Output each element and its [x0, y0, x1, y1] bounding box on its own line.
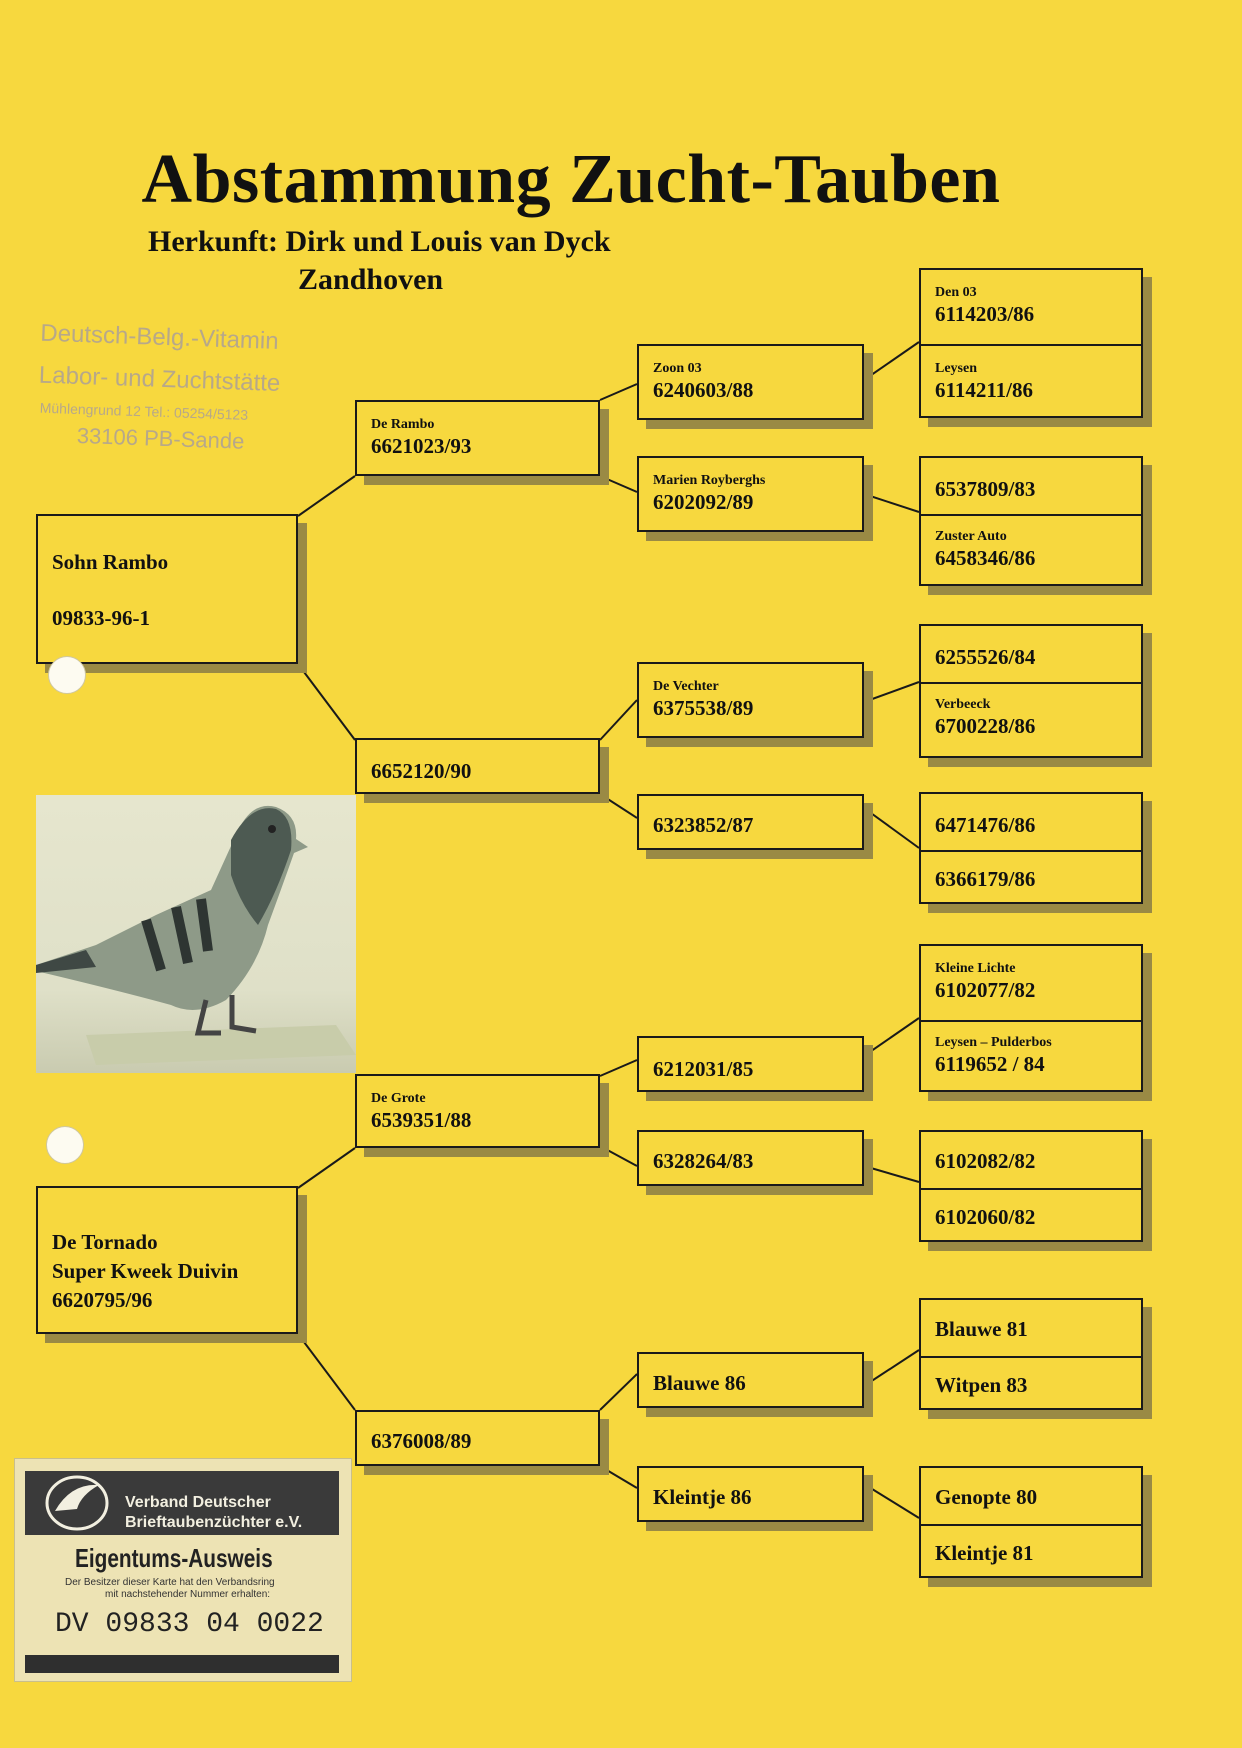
connector-h	[600, 1466, 637, 1488]
gen4-a1-ring: 6114203/86	[935, 302, 1035, 326]
sire-mother-ring: 6652120/90	[371, 759, 472, 783]
gen3-g-ring: Blauwe 86	[653, 1371, 746, 1395]
connector-h-parents	[864, 1484, 919, 1518]
gen4-a-box	[919, 268, 1143, 418]
gen4-a2-ring: 6114211/86	[935, 378, 1034, 402]
dam-ring: 6620795/96	[52, 1288, 153, 1312]
gen4-a2-name: Leysen	[935, 361, 977, 376]
connector-f	[600, 1146, 637, 1166]
gen3-h-ring: Kleintje 86	[653, 1485, 752, 1509]
pigeon-illustration	[36, 795, 356, 1073]
gen4-c1-ring: 6255526/84	[935, 645, 1036, 669]
gen3-b-box	[637, 456, 864, 532]
dam-father-name: De Grote	[371, 1091, 426, 1106]
gen4-h2-ring: Kleintje 81	[935, 1541, 1034, 1565]
connector-f-parents	[864, 1166, 919, 1182]
gen3-d-ring: 6323852/87	[653, 813, 754, 837]
gen3-f-box	[637, 1130, 864, 1186]
dam-name: De Tornado	[52, 1230, 158, 1254]
card-note-line-1: Der Besitzer dieser Karte hat den Verbandsring	[65, 1577, 275, 1588]
gen4-c2-ring: 6700228/86	[935, 714, 1036, 738]
dam-father-box	[355, 1074, 600, 1148]
gen4-b2-ring: 6458346/86	[935, 546, 1036, 570]
gen4-b-box	[919, 456, 1143, 586]
card-org-line-2: Brieftaubenzüchter e.V.	[125, 1514, 303, 1531]
gen4-e2-name: Leysen – Pulderbos	[935, 1035, 1052, 1050]
stamp-line-3: Mühlengrund 12 Tel.: 05254/5123	[39, 399, 249, 423]
connector-b-parents	[864, 494, 919, 512]
dam-title: Super Kweek Duivin	[52, 1259, 239, 1283]
dam-box	[36, 1186, 298, 1334]
stamp-line-1: Deutsch-Belg.-Vitamin	[39, 319, 280, 355]
gen4-e1-ring: 6102077/82	[935, 978, 1036, 1002]
gen4-h1-ring: Genopte 80	[935, 1485, 1038, 1509]
gen3-d-box	[637, 794, 864, 850]
gen3-a-name: Zoon 03	[653, 361, 702, 376]
stamp-line-4: 33106 PB-Sande	[76, 422, 245, 454]
connector-b	[600, 476, 637, 492]
gen3-e-ring: 6212031/85	[653, 1057, 754, 1081]
pigeon-photo	[36, 795, 356, 1073]
card-note	[65, 1577, 275, 1601]
connector-c-parents	[864, 682, 919, 702]
gen4-c2-name: Verbeeck	[935, 697, 991, 712]
sire-father-box	[355, 400, 600, 476]
gen3-c-box	[637, 662, 864, 738]
connector-c	[600, 700, 637, 740]
connector-dam-mother	[298, 1334, 355, 1410]
gen4-g-box	[919, 1298, 1143, 1410]
card-header	[25, 1471, 339, 1535]
gen4-b1-ring: 6537809/83	[935, 477, 1036, 501]
connector-e-parents	[864, 1018, 919, 1056]
gen4-a1-name: Den 03	[935, 285, 977, 300]
gen3-a-ring: 6240603/88	[653, 378, 754, 402]
card-note-line-2: mit nachstehender Nummer erhalten:	[105, 1589, 271, 1600]
gen4-e-box	[919, 944, 1143, 1092]
gen4-f-box	[919, 1130, 1143, 1242]
connector-a-parents	[864, 342, 919, 380]
connector-a	[600, 384, 637, 400]
connector-sire-mother	[298, 664, 355, 740]
gen3-b-name: Marien Royberghs	[653, 473, 766, 488]
gen4-g2-ring: Witpen 83	[935, 1373, 1028, 1397]
punch-hole-bottom	[46, 1126, 84, 1164]
sire-name: Sohn Rambo	[52, 550, 169, 574]
card-org-line-1: Verband Deutscher	[125, 1494, 271, 1511]
gen4-f2-ring: 6102060/82	[935, 1205, 1036, 1229]
connector-sire-father	[298, 476, 355, 516]
connector-e	[600, 1060, 637, 1076]
gen3-a-box	[637, 344, 864, 420]
gen3-c-ring: 6375538/89	[653, 696, 754, 720]
sire-mother-box	[355, 738, 600, 794]
punch-hole-top	[48, 656, 86, 694]
card-pattern-band	[25, 1655, 339, 1673]
gen4-d2-ring: 6366179/86	[935, 867, 1036, 891]
gen4-b2-name: Zuster Auto	[935, 529, 1007, 544]
sire-ring: 09833-96-1	[52, 606, 150, 630]
gen4-c-box	[919, 624, 1143, 758]
connector-g	[600, 1374, 637, 1410]
dove-logo-icon	[37, 1471, 117, 1535]
connector-d	[600, 794, 637, 818]
connector-d-parents	[864, 808, 919, 848]
stamp-line-2: Labor- und Zuchtstätte	[38, 361, 281, 398]
gen3-f-ring: 6328264/83	[653, 1149, 754, 1173]
gen3-b-ring: 6202092/89	[653, 490, 754, 514]
gen3-h-box	[637, 1466, 864, 1522]
gen4-g1-ring: Blauwe 81	[935, 1317, 1028, 1341]
ownership-card	[14, 1458, 352, 1682]
gen4-f1-ring: 6102082/82	[935, 1149, 1036, 1173]
sire-box	[36, 514, 298, 664]
page-title: Abstammung Zucht-Tauben	[141, 141, 1001, 218]
origin-place: Zandhoven	[298, 263, 444, 296]
gen4-e1-name: Kleine Lichte	[935, 961, 1016, 976]
connector-dam-father	[298, 1148, 355, 1188]
connector-g-parents	[864, 1350, 919, 1386]
gen3-e-box	[637, 1036, 864, 1092]
sire-father-ring: 6621023/93	[371, 434, 472, 458]
card-ring-number: DV 09833 04 0022	[55, 1609, 324, 1640]
gen4-e2-ring: 6119652 / 84	[935, 1052, 1045, 1076]
sire-father-name: De Rambo	[371, 417, 435, 432]
gen4-d1-ring: 6471476/86	[935, 813, 1036, 837]
gen3-g-box	[637, 1352, 864, 1408]
gen4-d-box	[919, 792, 1143, 904]
gen4-h-box	[919, 1466, 1143, 1578]
card-title: Eigentums-Ausweis	[75, 1543, 273, 1573]
gen3-c-name: De Vechter	[653, 679, 719, 694]
dam-father-ring: 6539351/88	[371, 1108, 472, 1132]
origin-line: Herkunft: Dirk und Louis van Dyck	[148, 225, 611, 258]
dam-mother-ring: 6376008/89	[371, 1429, 472, 1453]
dam-mother-box	[355, 1410, 600, 1466]
